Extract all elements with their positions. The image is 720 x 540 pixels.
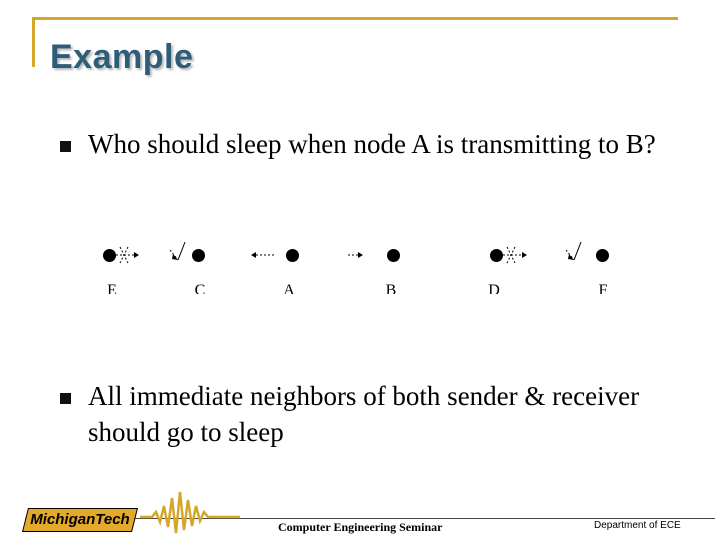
logo-text: MichiganTech [30,511,130,528]
node-label-e: E [107,282,117,294]
bullet-text-2: All immediate neighbors of both sender & receiver should go to sleep [88,381,640,447]
node-d [490,249,503,262]
bullet-marker-1 [60,141,71,152]
node-f [596,249,609,262]
diagram-arrows [90,230,630,280]
node-label-b: B [385,282,397,294]
node-label-f: F [598,282,608,294]
node-label-d: D [488,282,500,294]
node-label-a: A [283,282,295,294]
bullet-text-1: Who should sleep when node A is transmitting to B? [88,129,656,159]
node-a [286,249,299,262]
michigan-tech-logo [22,508,138,532]
bullet-marker-2 [60,393,71,404]
footer-department: Department of ECE [594,520,681,531]
node-label-c: C [194,282,206,294]
footer-seminar: Computer Engineering Seminar [278,520,443,534]
node-b [387,249,400,262]
slide-frame-left [32,17,35,67]
slide-title: Example [50,38,194,76]
network-diagram [90,230,630,305]
node-e [103,249,116,262]
node-c [192,249,205,262]
slide-frame-top [32,17,678,20]
waveform-icon [140,486,240,536]
